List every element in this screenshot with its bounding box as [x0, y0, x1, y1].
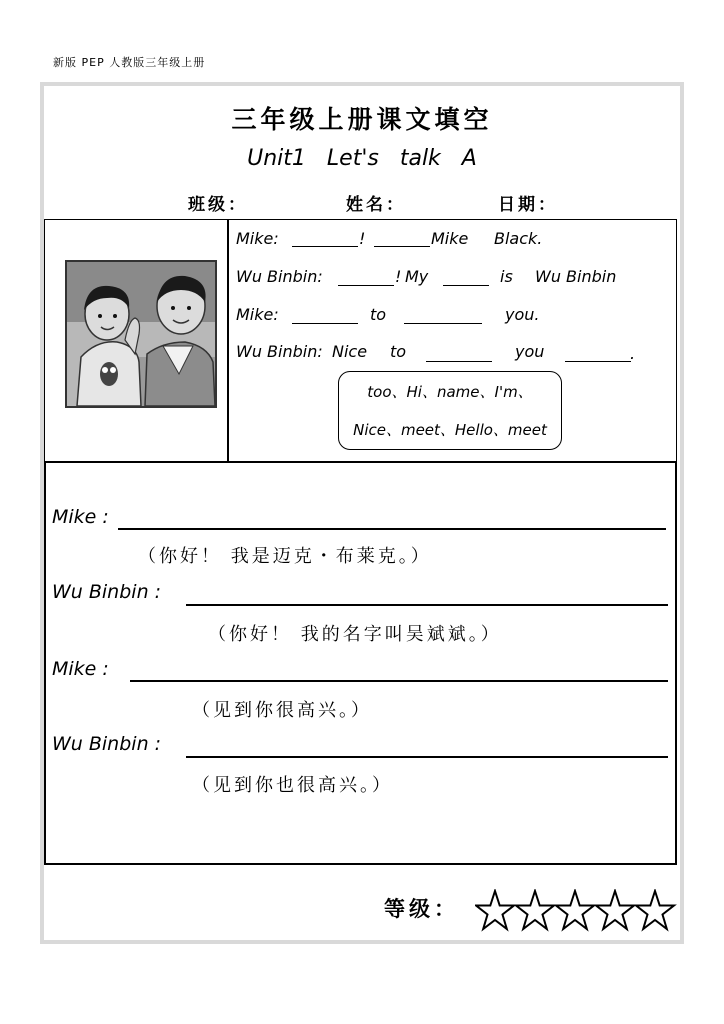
- fill-text-4d: .: [630, 344, 636, 363]
- fill-blank-3b[interactable]: [404, 323, 482, 324]
- worksheet-title: 三年级上册课文填空: [231, 105, 493, 134]
- fill-blank-4a[interactable]: [426, 361, 492, 362]
- write-speaker-2: Wu Binbin :: [52, 581, 162, 603]
- word-bank-line-1: too、Hi、name、I'm、: [367, 383, 533, 401]
- fill-in-divider: [227, 219, 229, 462]
- write-line-2[interactable]: [186, 604, 668, 606]
- star-outline-icon: [636, 891, 674, 929]
- fill-blank-2b[interactable]: [443, 285, 489, 286]
- fill-speaker-4: Wu Binbin:: [236, 342, 323, 361]
- fill-blank-3a[interactable]: [292, 323, 358, 324]
- fill-text-4c: you: [515, 342, 545, 361]
- fill-text-4a: Nice: [332, 342, 368, 361]
- grade-stars[interactable]: [475, 889, 677, 939]
- two-boys-illustration: [65, 260, 217, 408]
- fill-blank-2a[interactable]: [338, 285, 394, 286]
- star-outline-icon: [516, 891, 554, 929]
- fill-text-1b: Mike: [431, 229, 469, 248]
- fill-text-1c: Black.: [494, 229, 543, 248]
- fill-text-4b: to: [390, 342, 407, 361]
- name-label: 姓名：: [346, 195, 406, 215]
- write-line-3[interactable]: [130, 680, 668, 682]
- fill-speaker-3: Mike:: [236, 305, 279, 324]
- write-hint-3: （见到你很高兴。）: [192, 700, 372, 721]
- fill-blank-4b[interactable]: [565, 361, 631, 362]
- fill-text-2d: Wu Binbin: [535, 267, 617, 286]
- write-hint-4: （见到你也很高兴。）: [192, 775, 393, 796]
- write-hint-2: （你好！ 我的名字叫吴斌斌。）: [208, 624, 502, 645]
- worksheet-subtitle: Unit1 Let's talk A: [247, 146, 477, 171]
- fill-text-2b: My: [405, 267, 429, 286]
- fill-blank-1a[interactable]: [292, 246, 358, 247]
- fill-text-2a: !: [395, 267, 402, 286]
- write-speaker-4: Wu Binbin :: [52, 733, 162, 755]
- fill-blank-1b[interactable]: [374, 246, 430, 247]
- fill-text-2c: is: [500, 267, 513, 286]
- grade-label: 等级：: [384, 896, 459, 921]
- writing-box: [44, 461, 677, 865]
- star-outline-icon: [556, 891, 594, 929]
- date-label: 日期：: [498, 195, 558, 215]
- class-label: 班级：: [188, 195, 248, 215]
- photo-svg: [67, 262, 215, 406]
- stars-svg: [475, 889, 677, 935]
- fill-text-1a: !: [359, 229, 366, 248]
- write-line-4[interactable]: [186, 756, 668, 758]
- write-hint-1: （你好！ 我是迈克・布莱克。）: [138, 546, 432, 567]
- fill-text-3a: to: [370, 305, 387, 324]
- write-speaker-3: Mike :: [52, 658, 109, 680]
- page-header: 新版 PEP 人教版三年级上册: [53, 56, 206, 69]
- word-bank-line-2: Nice、meet、Hello、meet: [353, 421, 547, 439]
- star-outline-icon: [596, 891, 634, 929]
- write-line-1[interactable]: [118, 528, 666, 530]
- fill-text-3b: you.: [505, 305, 540, 324]
- write-speaker-1: Mike :: [52, 506, 109, 528]
- star-outline-icon: [476, 891, 514, 929]
- fill-speaker-2: Wu Binbin:: [236, 267, 323, 286]
- fill-speaker-1: Mike:: [236, 229, 279, 248]
